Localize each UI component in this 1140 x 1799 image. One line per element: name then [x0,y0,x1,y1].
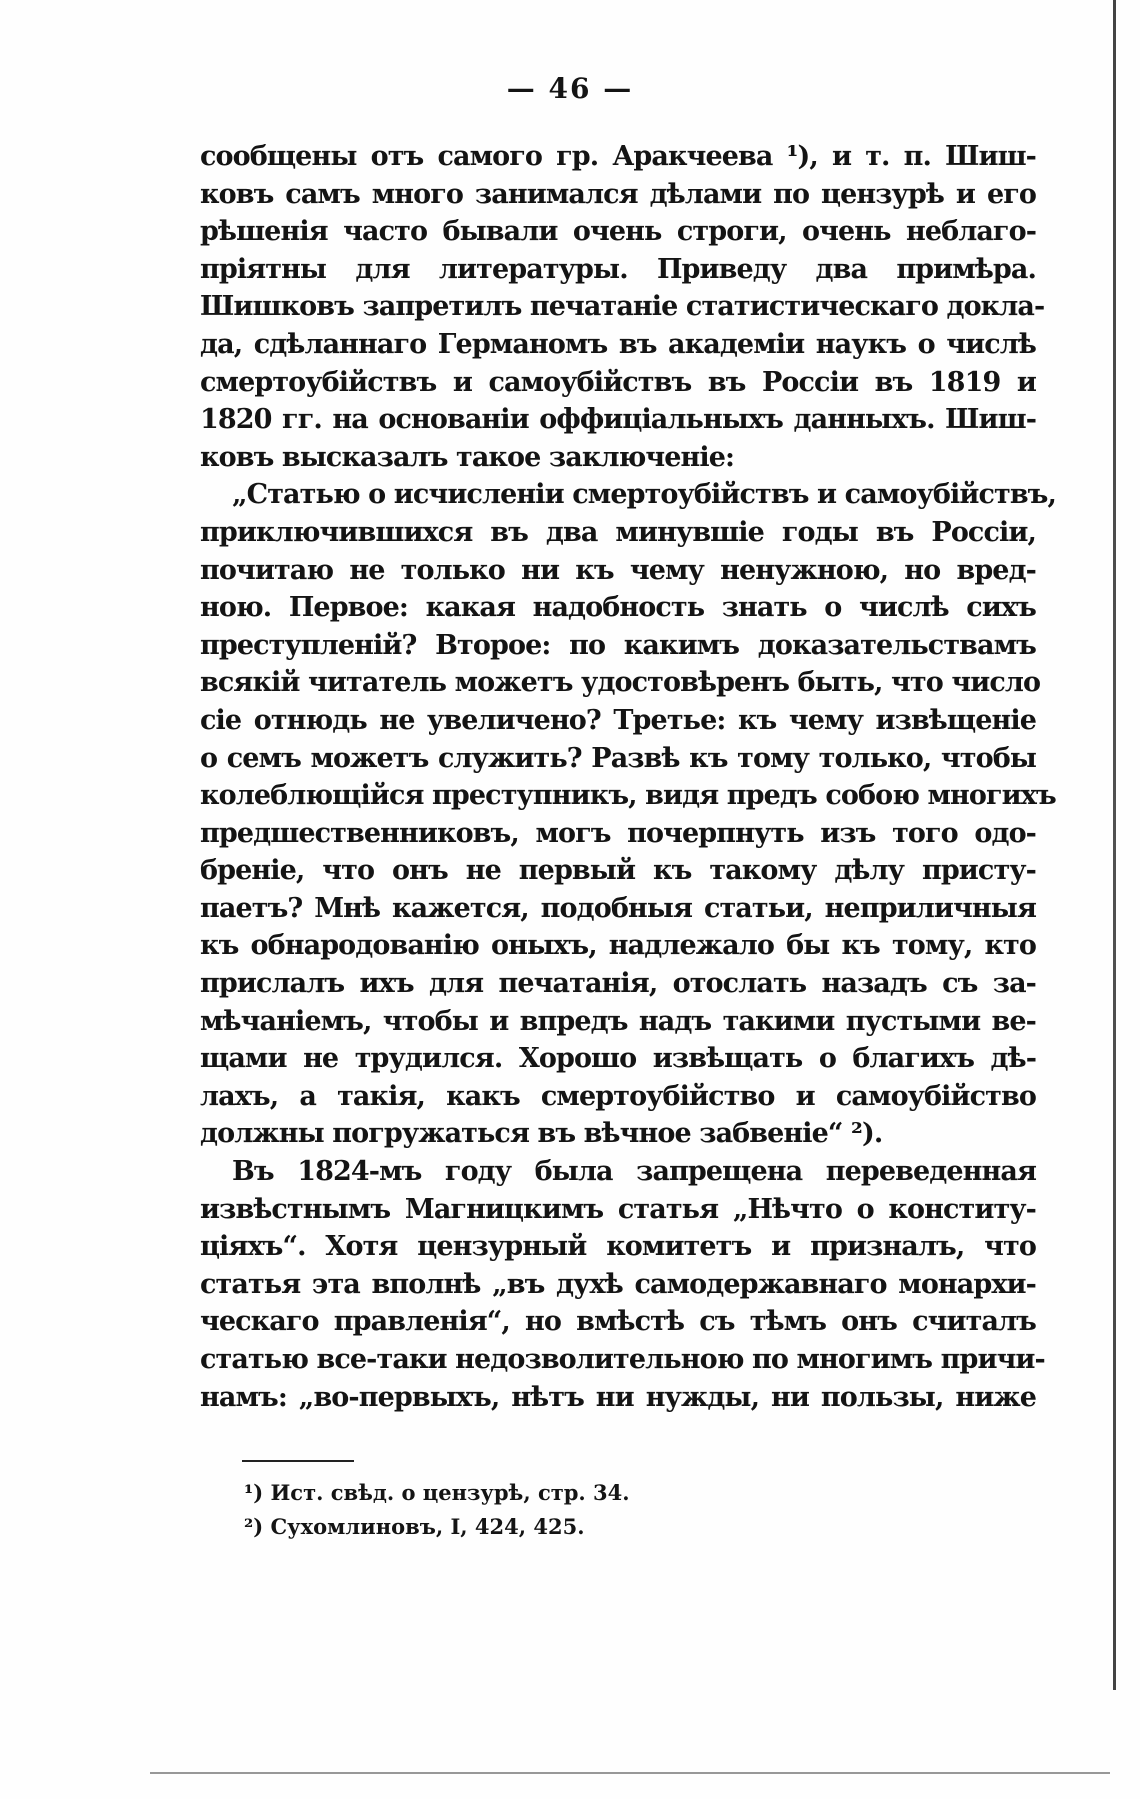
text-line: сообщены отъ самого гр. Аракчеева ¹), и т. п. Шиш- [200,141,1036,172]
text-line: мѣчаніемъ, чтобы и впредъ надъ такими пустыми ве- [200,1005,1036,1037]
footnotes [244,1476,944,1544]
text-line: Шишковъ запретилъ печатаніе статистическаго докла- [200,291,1045,323]
text-line: почитаю не только ни къ чему ненужною, но вред- [200,554,1036,586]
text-line: прислалъ ихъ для печатанія, отослать назадъ съ за- [200,968,1036,1000]
text-line: паетъ? Мнѣ кажется, подобныя статьи, неприличныя [200,892,1036,924]
scan-edge-right [1113,0,1116,1690]
scan-edge-bottom [150,1772,1110,1774]
text-line: лахъ, а такія, какъ смертоубійство и самоубійство [200,1080,1036,1112]
text-line: 1820 гг. на основаніи оффиціальныхъ данныхъ. Шиш- [200,404,1036,436]
text-line: преступленій? Второе: по какимъ доказательствамъ [200,629,1036,661]
text-line: „Статью о исчисленіи смертоубійствъ и самоубійствъ, [232,479,1056,511]
text-line: да, сдѣланнаго Германомъ въ академіи наукъ о числѣ [200,328,1036,360]
text-line: статью все-таки недозволительною по многимъ причи- [200,1344,1045,1375]
text-line: о семъ можетъ служить? Развѣ къ тому только, чтобы [200,742,1036,774]
text-line: щами не трудился. Хорошо извѣщать о благихъ дѣ- [200,1043,1036,1075]
text-line: приключившихся въ два минувшіе годы въ Россіи, [200,516,1036,548]
text-line: сіе отнюдь не увеличено? Третье: къ чему извѣщеніе [200,704,1036,736]
text-line: бреніе, что онъ не первый къ такому дѣлу присту- [200,855,1036,887]
text-line: всякій читатель можетъ удостовѣренъ быть, что число [200,667,1041,699]
text-line: пріятны для литературы. Приведу два примѣра. [200,253,1036,285]
page-number: — 46 — [506,72,634,105]
text-line: ческаго правленія“, но вмѣстѣ съ тѣмъ онъ считалъ [200,1306,1036,1338]
text-line: ковъ высказалъ такое заключеніе: [200,441,735,473]
text-line: смертоубійствъ и самоубійствъ въ Россіи въ 1819 и [200,366,1036,398]
text-line: ною. Первое: какая надобность знать о числѣ сихъ [200,592,1036,624]
text-line: Въ 1824-мъ году была запрещена переведенная [232,1156,1036,1188]
text-line: колеблющійся преступникъ, видя предъ собою многихъ [200,780,1056,812]
main-text [200,138,1056,1416]
text-line: предшественниковъ, могъ почерпнуть изъ того одо- [200,817,1036,849]
text-line: извѣстнымъ Магницкимъ статья „Нѣчто о конститу- [200,1193,1036,1225]
text-line: намъ: „во-первыхъ, нѣтъ ни нужды, ни пользы, ниже [200,1381,1036,1413]
text-line: статья эта вполнѣ „въ духѣ самодержавнаго монархи- [200,1268,1036,1300]
footnote: ²) Сухомлиновъ, I, 424, 425. [244,1514,585,1539]
text-line: ціяхъ“. Хотя цензурный комитетъ и призналъ, что [200,1231,1036,1263]
text-line: ковъ самъ много занимался дѣлами по цензурѣ и его [200,178,1036,210]
text-line: къ обнародованію оныхъ, надлежало бы къ тому, кто [200,930,1036,962]
text-line: рѣшенія часто бывали очень строги, очень неблаго- [200,216,1036,248]
footnote: ¹) Ист. свѣд. о цензурѣ, стр. 34. [244,1480,630,1505]
footnote-divider [242,1460,354,1462]
text-line: должны погружаться въ вѣчное забвеніе“ ²). [200,1118,883,1150]
